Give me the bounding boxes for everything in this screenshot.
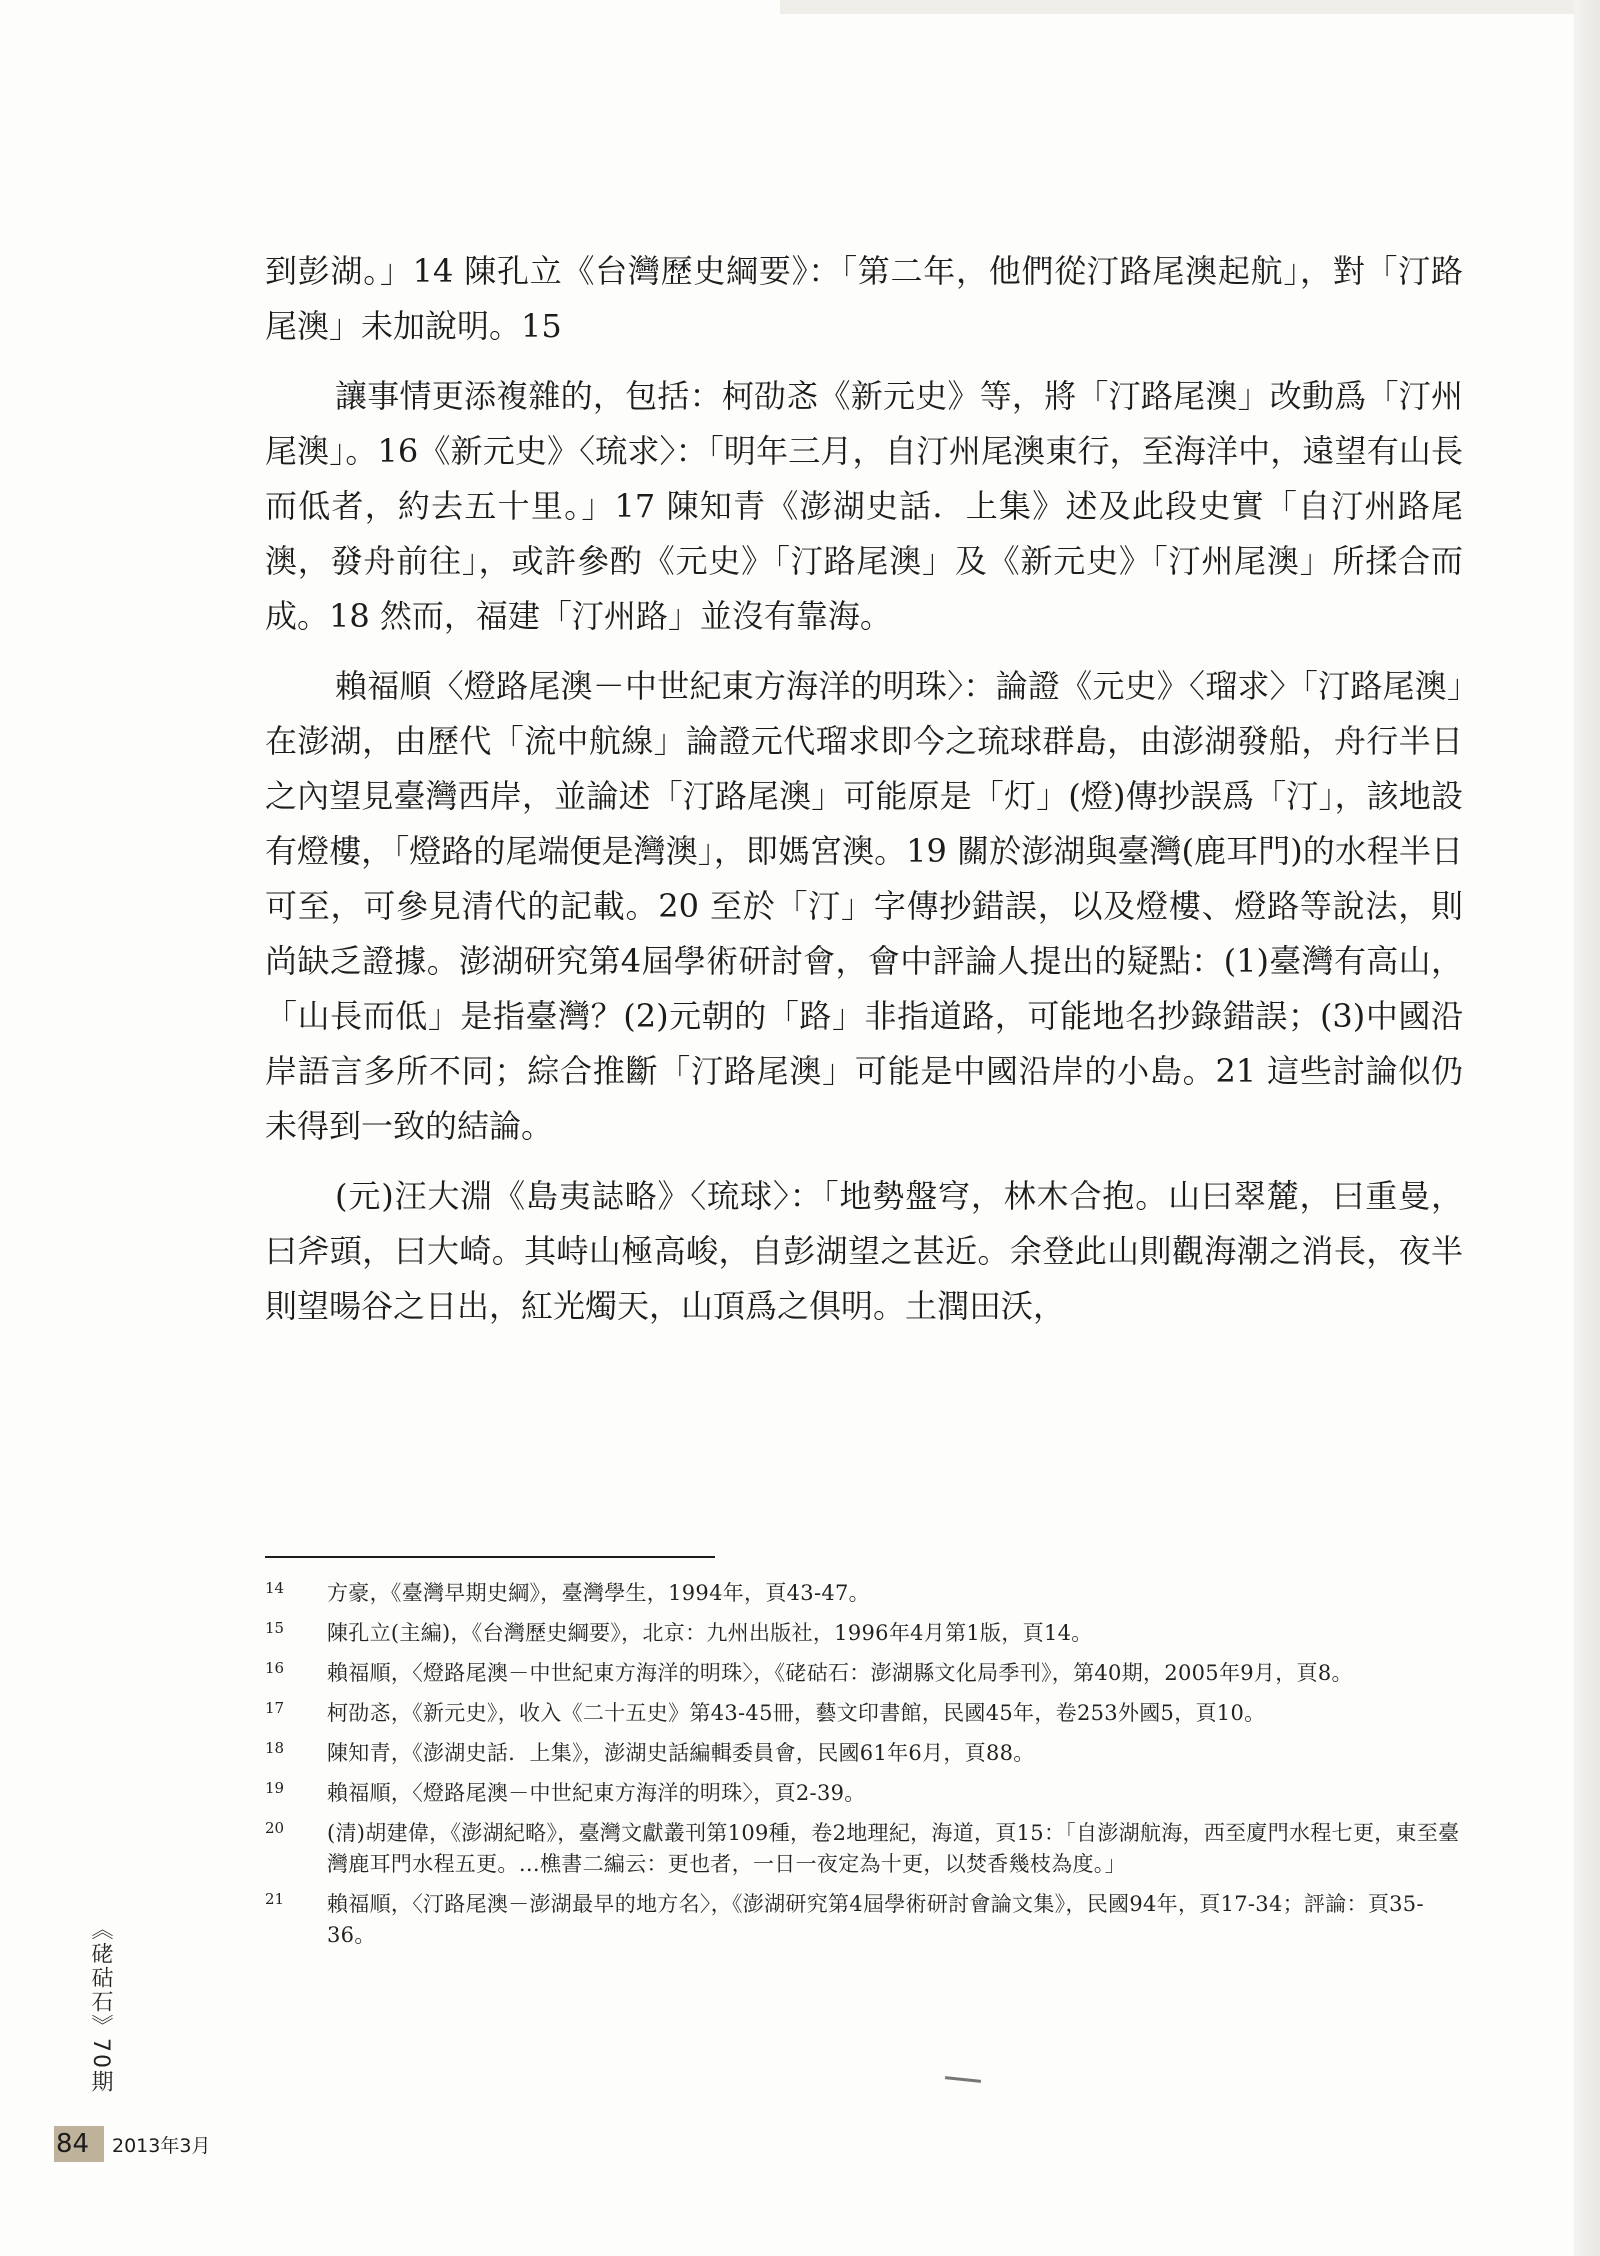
issue-date: 2013年3月 [112,2135,211,2157]
footnote-number: 19 [265,1779,285,1797]
journal-title: 《硓𥑮石》70期 [88,1918,113,2094]
scan-speck [945,2076,981,2083]
footnote-number: 17 [265,1699,285,1717]
footnote-18 [265,1738,1465,1769]
paragraph-3: 賴福順〈燈路尾澳－中世紀東方海洋的明珠〉：論證《元史》〈瑠求〉「汀路尾澳」在澎湖，由歷代「流中航線」論證元代瑠求即今之琉球群島，由澎湖發船，舟行半日之內望見臺灣西岸，並論述「汀路尾澳」可能原是「灯」(燈)傳抄誤爲「汀」，該地設有燈樓，「燈路的尾端便是灣澳」，即媽宮澳。19 關於澎湖與臺灣(鹿耳門)的水程半日可至，可參見清代的記載。20 至於「汀」字傳抄錯誤，以及燈樓、燈路等說法，則尚缺乏證據。澎湖研究第4屆學術研討會，會中評論人提出的疑點：(1)臺灣有高山，「山長而低」是指臺灣？(2)元朝的「路」非指道路，可能地名抄錄錯誤；(3)中國沿岸語言多所不同；綜合推斷「汀路尾澳」可能是中國沿岸的小島。21 這些討論似仍未得到一致的結論。 [265,667,1463,1145]
page-number: 84 [56,2129,90,2159]
footnote-20 [265,1818,1465,1880]
scan-edge [1574,0,1600,2256]
footnote-number: 18 [265,1739,285,1757]
footnote-16 [265,1658,1465,1689]
footnote-text: 陳知青，《澎湖史話．上集》，澎湖史話編輯委員會，民國61年6月，頁88。 [327,1741,1035,1765]
footnote-text: 方豪，《臺灣早期史綱》，臺灣學生，1994年，頁43-47。 [327,1581,870,1605]
main-text [265,244,1463,1334]
footnote-number: 14 [265,1579,285,1597]
paragraph-4: (元)汪大淵《島夷誌略》〈琉球〉：「地勢盤穹，林木合抱。山曰翠麓，曰重曼，曰斧頭，曰大崎。其峙山極高峻，自彭湖望之甚近。余登此山則觀海潮之消長，夜半則望暘谷之日出，紅光燭天，山頂爲之俱明。土潤田沃， [265,1177,1463,1325]
footnote-text: (清)胡建偉，《澎湖紀略》，臺灣文獻叢刊第109種，卷2地理紀，海道，頁15：「自澎湖航海，西至廈門水程七更，東至臺灣鹿耳門水程五更。…樵書二編云：更也者，一日一夜定為十更，以焚香幾枝為度。」 [327,1821,1460,1876]
footnote-number: 21 [265,1890,285,1908]
footnote-number: 20 [265,1819,285,1837]
footnote-text: 賴福順，〈汀路尾澳－澎湖最早的地方名〉，《澎湖研究第4屆學術研討會論文集》，民國94年，頁17-34；評論：頁35-36。 [327,1892,1424,1947]
footnote-14 [265,1578,1465,1609]
scan-top-strip [780,0,1600,14]
footnote-text: 賴福順，〈燈路尾澳－中世紀東方海洋的明珠〉，《硓𥑮石：澎湖縣文化局季刊》，第40期，2005年9月，頁8。 [327,1661,1353,1685]
footnote-text: 賴福順，〈燈路尾澳－中世紀東方海洋的明珠〉，頁2-39。 [327,1781,866,1805]
footnote-text: 陳孔立(主編)，《台灣歷史綱要》，北京：九州出版社，1996年4月第1版，頁14。 [327,1621,1093,1645]
footnote-number: 16 [265,1659,285,1677]
paragraph-1: 到彭湖。」14 陳孔立《台灣歷史綱要》：「第二年，他們從汀路尾澳起航」，對「汀路尾澳」未加說明。15 [265,252,1463,345]
footnote-text: 柯劭忞，《新元史》，收入《二十五史》第43-45冊，藝文印書館，民國45年，卷253外國5，頁10。 [327,1701,1266,1725]
footnote-number: 15 [265,1619,285,1637]
footnote-divider [265,1556,715,1558]
paragraph-2: 讓事情更添複雜的，包括：柯劭忞《新元史》等，將「汀路尾澳」改動爲「汀州尾澳」。16《新元史》〈琉求〉：「明年三月，自汀州尾澳東行，至海洋中，遠望有山長而低者，約去五十里。」17 陳知青《澎湖史話．上集》述及此段史實「自汀州路尾澳，發舟前往」，或許參酌《元史》「汀路尾澳」及《新元史》「汀州尾澳」所揉合而成。18 然而，福建「汀州路」並沒有靠海。 [265,377,1463,635]
footnote-19 [265,1778,1465,1809]
footnotes [265,1578,1465,1960]
footnote-15 [265,1618,1465,1649]
footnote-21 [265,1889,1465,1951]
footnote-17 [265,1698,1465,1729]
